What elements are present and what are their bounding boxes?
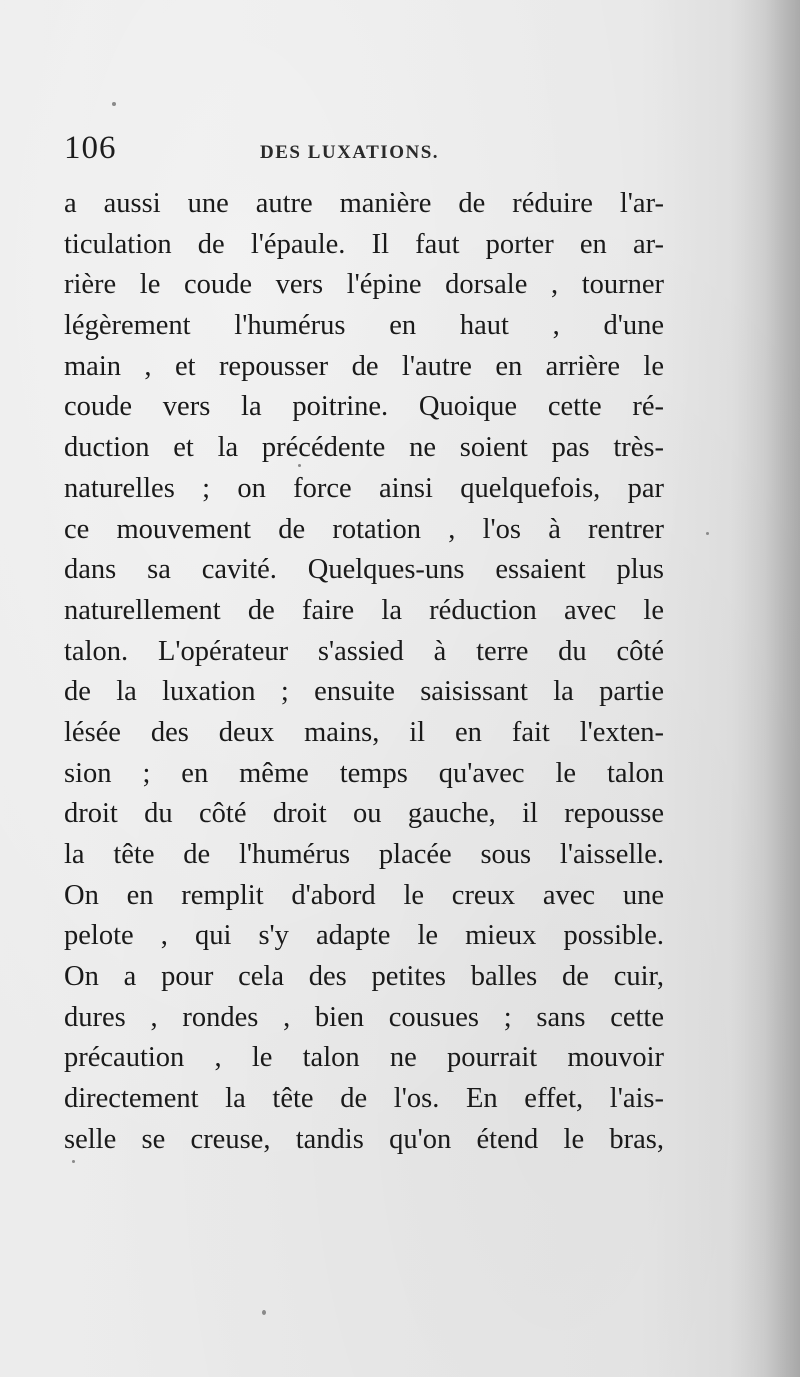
text-line: naturelles ; on force ainsi quelquefois, par [64,472,664,504]
text-line: lésée des deux mains, il en fait l'exten- [64,716,664,748]
text-line: selle se creuse, tandis qu'on étend le bras, [64,1123,664,1155]
text-line: sion ; en même temps qu'avec le talon [64,757,664,789]
text-line: ticulation de l'épaule. Il faut porter en ar- [64,228,664,260]
text-line: la tête de l'humérus placée sous l'aisselle. [64,839,664,870]
page-header [64,130,664,170]
text-line: rière le coude vers l'épine dorsale , tourner [64,269,664,301]
text-line: pelote , qui s'y adapte le mieux possible. [64,920,664,952]
text-line: droit du côté droit ou gauche, il repousse [64,798,664,830]
text-line: directement la tête de l'os. En effet, l'ais- [64,1083,664,1115]
text-line: ce mouvement de rotation , l'os à rentrer [64,513,664,545]
paper-speck [706,532,709,535]
page-number: 106 [64,130,117,166]
paper-speck [112,102,116,106]
text-line: naturellement de faire la réduction avec le [64,594,664,626]
text-line: précaution , le talon ne pourrait mouvoir [64,1042,664,1074]
page-edge-shadow [730,0,800,1377]
text-line: dures , rondes , bien cousues ; sans cette [64,1001,664,1033]
text-line: talon. L'opérateur s'assied à terre du côté [64,635,664,667]
text-line: légèrement l'humérus en haut , d'une [64,310,664,342]
text-line: dans sa cavité. Quelques-uns essaient plus [64,554,664,586]
body-text [64,184,664,1161]
text-line: duction et la précédente ne soient pas très- [64,432,664,464]
text-line: coude vers la poitrine. Quoique cette ré- [64,391,664,423]
text-line: a aussi une autre manière de réduire l'ar- [64,188,664,219]
text-line: main , et repousser de l'autre en arrière le [64,350,664,382]
text-line: On a pour cela des petites balles de cuir, [64,961,664,993]
paper-speck [262,1310,266,1315]
text-line: On en remplit d'abord le creux avec une [64,879,664,911]
running-head: DES LUXATIONS. [260,142,440,163]
text-line: de la luxation ; ensuite saisissant la partie [64,676,664,708]
